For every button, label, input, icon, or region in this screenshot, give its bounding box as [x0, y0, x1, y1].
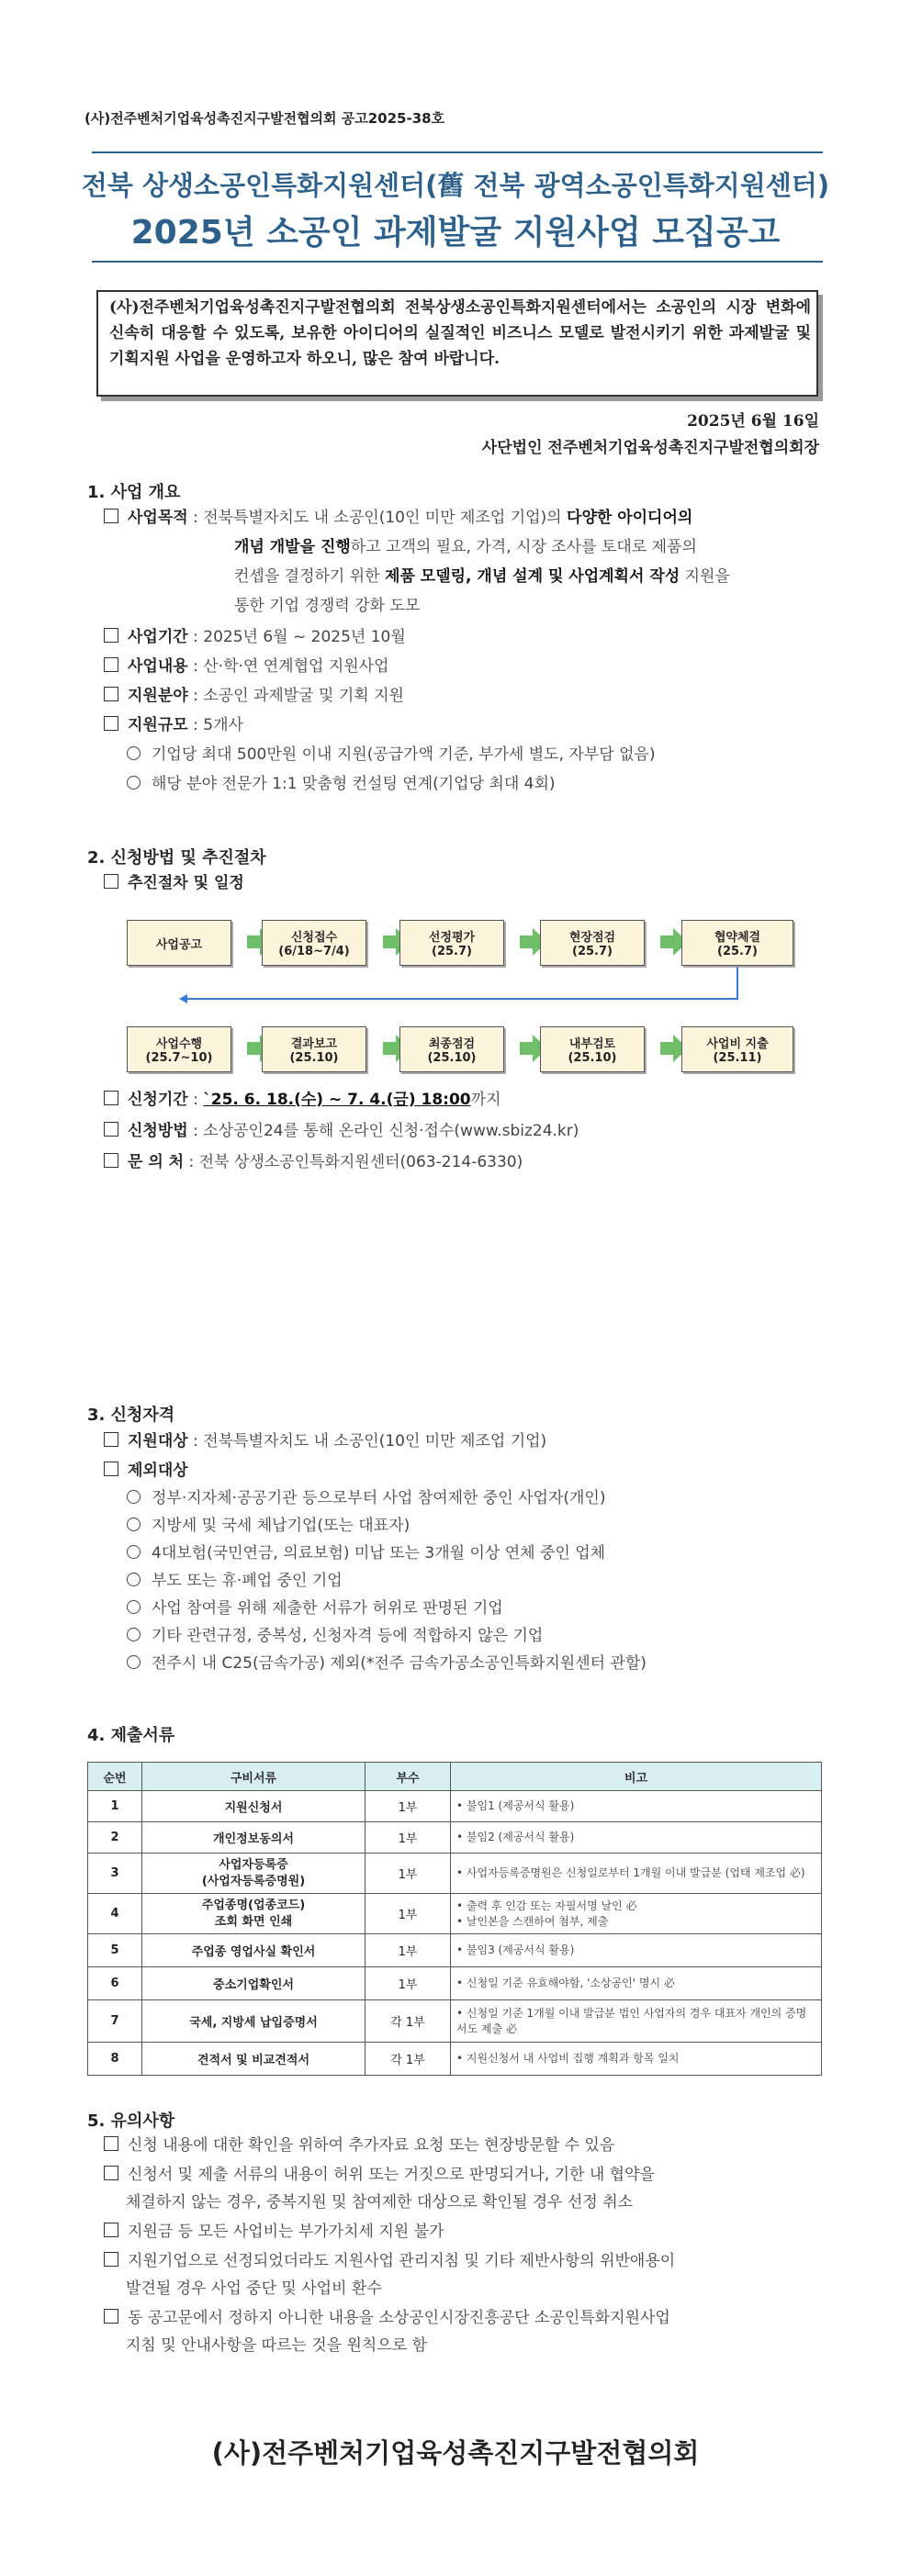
caution-item-cont: 체결하지 않는 경우, 중복지원 및 참여제한 대상으로 확인될 경우 선정 취소 [126, 2193, 634, 2212]
flow-step: 협약체결 (25.7) [681, 920, 793, 966]
document-name: 개인정보동의서 [142, 1822, 366, 1854]
title-top-rule [92, 151, 823, 153]
table-row [88, 2000, 822, 2043]
row-number: 1 [88, 1791, 142, 1822]
checkbox-icon [104, 1462, 118, 1476]
flow-step: 내부검토 (25.10) [540, 1026, 645, 1072]
circle-bullet-icon [127, 746, 141, 760]
table-header-row [88, 1763, 822, 1791]
table-row [88, 1822, 822, 1854]
caution-item-cont: 발견될 경우 사업 중단 및 사업비 환수 [126, 2279, 382, 2298]
arrow-left-icon [179, 994, 187, 1003]
caution-item: 지원기업으로 선정되었더라도 지원사업 관리지침 및 기타 제반사항의 위반애용이 [104, 2247, 675, 2275]
table-row [88, 1934, 822, 1967]
document-qty: 1부 [366, 1822, 451, 1854]
document-qty: 1부 [366, 1934, 451, 1967]
table-row [88, 1967, 822, 2000]
document-note: • 지원신청서 내 사업비 집행 계획과 항목 일치 [451, 2043, 822, 2076]
document-qty: 1부 [366, 1894, 451, 1934]
circle-bullet-icon [127, 1573, 141, 1586]
issuer-name: 사단법인 전주벤처기업육성촉진지구발전협의회장 [481, 439, 819, 457]
arrow-right-icon [260, 928, 275, 956]
table-row [88, 1894, 822, 1934]
purpose-line2: 개념 개발을 진행하고 고객의 필요, 가격, 시장 조사를 토대로 제품의 [234, 538, 697, 556]
scale-item: 기업당 최대 500만원 이내 지원(공급가액 기준, 부가세 별도, 자부담 없음) [127, 742, 656, 767]
flow-step: 현장점검 (25.7) [540, 920, 645, 966]
footer-org: (사)전주벤처기업육성촉진지구발전협의회 [211, 2437, 700, 2469]
document-note: • 출력 후 인감 또는 자필서명 날인 必 • 날인본을 스캔하여 첨부, 제출 [451, 1894, 822, 1934]
arrow-right-icon [533, 928, 547, 956]
section5-heading: 5. 유의사항 [87, 2111, 175, 2131]
exclude-item: 정부·지자체·공공기관 등으로부터 사업 참여제한 중인 사업자(개인) [127, 1485, 606, 1511]
row-number: 2 [88, 1822, 142, 1854]
checkbox-icon [104, 2136, 118, 2151]
checkbox-icon [104, 2252, 118, 2267]
exclude-item: 기타 관련규정, 중복성, 신청자격 등에 적합하지 않은 기업 [127, 1623, 543, 1649]
scale-item: 해당 분야 전문가 1:1 맞춤형 컨설팅 연계(기업당 최대 4회) [127, 771, 556, 797]
checkbox-icon [104, 509, 118, 523]
checkbox-icon [104, 687, 118, 701]
document-qty: 1부 [366, 1791, 451, 1822]
checkbox-icon [104, 657, 118, 672]
caution-item: 신청서 및 제출 서류의 내용이 허위 또는 거짓으로 판명되거나, 기한 내 협약을 [104, 2161, 655, 2189]
arrow-right-icon [396, 928, 411, 956]
purpose-line3: 컨셉을 결정하기 위한 제품 모델링, 개념 설계 및 사업계획서 작성 지원을 [234, 567, 730, 586]
row-number: 7 [88, 2000, 142, 2043]
column-header: 부수 [366, 1763, 451, 1791]
circle-bullet-icon [127, 776, 141, 790]
checkbox-icon [104, 628, 118, 643]
document-note: • 불임2 (제공서식 활용) [451, 1822, 822, 1854]
arrow-right-icon [533, 1035, 547, 1062]
section4-heading: 4. 제출서류 [87, 1726, 175, 1745]
document-note: • 신청일 기준 유효해야함, '소상공인' 명시 必 [451, 1967, 822, 2000]
apply-method-row: 신청방법 : 소상공인24를 통해 온라인 신청·접수(www.sbiz24.kr) [104, 1118, 579, 1144]
checkbox-icon [104, 2166, 118, 2180]
connector-line [184, 998, 738, 1000]
row-number: 3 [88, 1854, 142, 1894]
table-row [88, 2043, 822, 2076]
document-name: 주업종 영업사실 확인서 [142, 1934, 366, 1967]
checkbox-icon [104, 2309, 118, 2324]
title-line1: 전북 상생소공인특화지원센터(舊 전북 광역소공인특화지원센터) [81, 170, 830, 201]
connector-line [737, 967, 738, 998]
section3-heading: 3. 신청자격 [87, 1406, 175, 1425]
document-name: 견적서 및 비교견적서 [142, 2043, 366, 2076]
flow-step: 사업수행 (25.7~10) [127, 1026, 231, 1072]
checkbox-icon [104, 1122, 118, 1137]
table-row [88, 1791, 822, 1822]
document-note: • 불임1 (제공서식 활용) [451, 1791, 822, 1822]
exclude-item: 지방세 및 국세 체납기업(또는 대표자) [127, 1513, 410, 1539]
page-title: 2025년 소공인 과제발굴 지원사업 모집공고 [130, 214, 781, 252]
checkbox-icon [104, 1432, 118, 1447]
field-row: 지원분야 : 소공인 과제발굴 및 기획 지원 [104, 683, 404, 709]
checkbox-icon [104, 1091, 118, 1105]
column-header: 구비서류 [142, 1763, 366, 1791]
document-name: 사업자등록증 (사업자등록증명원) [142, 1854, 366, 1894]
row-number: 6 [88, 1967, 142, 2000]
checkbox-icon [104, 2223, 118, 2237]
intro-box: (사)전주벤처기업육성촉진지구발전협의회 전북상생소공인특화지원센터에서는 소공인의 시장 변화에 신속히 대응할 수 있도록, 보유한 아이디어의 실질적인 비즈니스 모델로 발전시키기 위한 과제발굴 및 기획지원 사업을 운영하고자 하오니, 많은 참여 바랍니다. [96, 290, 818, 397]
exclude-item: 4대보험(국민연금, 의료보험) 미납 또는 3개월 이상 연체 중인 업체 [127, 1540, 605, 1566]
document-note: • 신청일 기준 1개월 이내 발급분 법인 사업자의 경우 대표자 개인의 증명서도 제출 必 [451, 2000, 822, 2043]
title-bottom-rule [92, 261, 823, 263]
purpose-line4: 통한 기업 경쟁력 강화 도모 [234, 597, 421, 615]
notice-date: 2025년 6월 16일 [687, 412, 819, 431]
flow-step: 선정평가 (25.7) [399, 920, 504, 966]
circle-bullet-icon [127, 1655, 141, 1669]
documents-table [87, 1762, 822, 2076]
flow-step: 사업비 지출 (25.11) [681, 1026, 793, 1072]
circle-bullet-icon [127, 1490, 141, 1504]
period-row: 사업기간 : 2025년 6월 ~ 2025년 10월 [104, 624, 406, 650]
row-number: 5 [88, 1934, 142, 1967]
contact-row: 문 의 처 : 전북 상생소공인특화지원센터(063-214-6330) [104, 1149, 523, 1175]
flow-step: 신청접수 (6/18~7/4) [262, 920, 366, 966]
checkbox-icon [104, 1153, 118, 1168]
arrow-right-icon [260, 1035, 275, 1062]
target-row: 지원대상 : 전북특별자치도 내 소공인(10인 미만 제조업 기업) [104, 1428, 546, 1454]
flow-step: 사업공고 [127, 920, 231, 966]
process-subheading: 추진절차 및 일정 [104, 870, 244, 896]
document-name: 주업종명(업종코드) 조회 화면 인쇄 [142, 1894, 366, 1934]
document-qty: 1부 [366, 1967, 451, 2000]
flow-step: 결과보고 (25.10) [262, 1026, 366, 1072]
arrow-right-icon [673, 1035, 688, 1062]
row-number: 8 [88, 2043, 142, 2076]
column-header: 비고 [451, 1763, 822, 1791]
document-qty: 각 1부 [366, 2000, 451, 2043]
document-name: 지원신청서 [142, 1791, 366, 1822]
document-name: 중소기업확인서 [142, 1967, 366, 2000]
exclude-item: 부도 또는 휴·폐업 중인 기업 [127, 1568, 343, 1594]
caution-item: 지원금 등 모든 사업비는 부가가치세 지원 불가 [104, 2218, 444, 2246]
caution-item: 신청 내용에 대한 확인을 위하여 추가자료 요청 또는 현장방문할 수 있음 [104, 2132, 614, 2159]
row-number: 4 [88, 1894, 142, 1934]
purpose-row: 사업목적 : 전북특별자치도 내 소공인(10인 미만 제조업 기업)의 다양한 아이디어의 [104, 505, 692, 531]
arrow-right-icon [673, 928, 688, 956]
document-qty: 1부 [366, 1854, 451, 1894]
document-name: 국세, 지방세 납입증명서 [142, 2000, 366, 2043]
checkbox-icon [104, 716, 118, 731]
section2-heading: 2. 신청방법 및 추진절차 [87, 848, 266, 868]
arrow-right-icon [396, 1035, 411, 1062]
circle-bullet-icon [127, 1600, 141, 1614]
checkbox-icon [104, 874, 118, 889]
table-row [88, 1854, 822, 1894]
document-note: • 불임3 (제공서식 활용) [451, 1934, 822, 1967]
exclude-item: 전주시 내 C25(금속가공) 제외(*전주 금속가공소공인특화지원센터 관할) [127, 1651, 647, 1676]
document-note: • 사업자등록증명원은 신청일로부터 1개월 이내 발급분 (업태 제조업 必) [451, 1854, 822, 1894]
notice-number: (사)전주벤처기업육성촉진지구발전협의회 공고2025-38호 [84, 110, 445, 127]
circle-bullet-icon [127, 1628, 141, 1641]
caution-item-cont: 지침 및 안내사항을 따르는 것을 원칙으로 함 [126, 2336, 428, 2355]
section1-heading: 1. 사업 개요 [87, 483, 181, 502]
column-header: 순번 [88, 1763, 142, 1791]
exclude-row: 제외대상 [104, 1458, 188, 1484]
circle-bullet-icon [127, 1545, 141, 1559]
flow-step: 최종점검 (25.10) [399, 1026, 504, 1072]
apply-period-row: 신청기간 : `25. 6. 18.(수) ~ 7. 4.(금) 18:00까지 [104, 1087, 501, 1113]
caution-item: 동 공고문에서 정하지 아니한 내용을 소상공인시장진흥공단 소공인특화지원사업 [104, 2304, 670, 2332]
document-qty: 각 1부 [366, 2043, 451, 2076]
circle-bullet-icon [127, 1518, 141, 1531]
scale-row: 지원규모 : 5개사 [104, 712, 243, 738]
content-row: 사업내용 : 산·학·연 연계협업 지원사업 [104, 654, 389, 679]
exclude-item: 사업 참여를 위해 제출한 서류가 허위로 판명된 기업 [127, 1596, 503, 1621]
